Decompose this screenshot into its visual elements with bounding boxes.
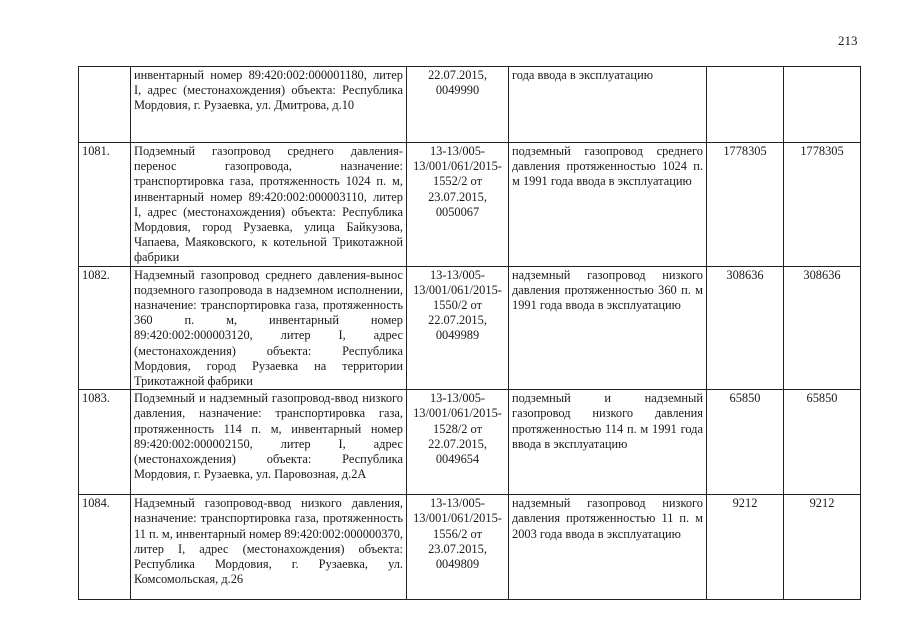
registration-record: 22.07.2015, 0049990 <box>407 67 509 143</box>
object-description: Подземный газопровод среднего давления-перенос газопровода, назначение: транспортировка газа, протяженность 1024 п. м, инвентарный номер 89:420:002:000003110, литер I, адрес (местонахождения) объекта: Республика Мордовия, город Рузаевка, улица Байкузова, Чапаева, Маяковского, к котельной Трикотажной фабрики <box>131 143 407 267</box>
table-row <box>79 266 861 390</box>
technical-characteristics: подземный и надземный газопровод низкого давления протяженностью 114 п. м 1991 года ввода в эксплуатацию <box>509 390 707 495</box>
object-description: Подземный и надземный газопровод-ввод низкого давления, назначение: транспортировка газа, протяженность 114 п. м, инвентарный номер 89:420:002:000002150, литер I, адрес (местонахождения) объекта: Республика Мордовия, г. Рузаевка, ул. Паровозная, д.2А <box>131 390 407 495</box>
object-description: Надземный газопровод среднего давления-вынос подземного газопровода в надземном исполнении, назначение: транспортировка газа, протяженность 360 п. м, инвентарный номер 89:420:002:000003120, литер I, адрес (местонахождения) объекта: Республика Мордовия, город Рузаевка на территории Трикотажной фабрики <box>131 266 407 390</box>
residual-value: 65850 <box>784 390 861 495</box>
residual-value: 308636 <box>784 266 861 390</box>
residual-value <box>784 67 861 143</box>
row-number: 1083. <box>79 390 131 495</box>
registration-record: 13-13/005-13/001/061/2015-1550/2 от 22.07.2015, 0049989 <box>407 266 509 390</box>
row-number: 1084. <box>79 495 131 600</box>
technical-characteristics: надземный газопровод низкого давления протяженностью 360 п. м 1991 года ввода в эксплуатацию <box>509 266 707 390</box>
table-row <box>79 495 861 600</box>
row-number <box>79 67 131 143</box>
object-description: инвентарный номер 89:420:002:000001180, литер I, адрес (местонахождения) объекта: Республика Мордовия, г. Рузаевка, ул. Дмитрова, д.10 <box>131 67 407 143</box>
residual-value: 9212 <box>784 495 861 600</box>
registration-record: 13-13/005-13/001/061/2015-1552/2 от 23.07.2015, 0050067 <box>407 143 509 267</box>
balance-value: 308636 <box>707 266 784 390</box>
registration-record: 13-13/005-13/001/061/2015-1556/2 от 23.07.2015, 0049809 <box>407 495 509 600</box>
table-row <box>79 67 861 143</box>
registration-record: 13-13/005-13/001/061/2015-1528/2 от 22.07.2015, 0049654 <box>407 390 509 495</box>
technical-characteristics: года ввода в эксплуатацию <box>509 67 707 143</box>
table-row <box>79 143 861 267</box>
page-number: 213 <box>838 33 858 48</box>
row-number: 1081. <box>79 143 131 267</box>
balance-value: 9212 <box>707 495 784 600</box>
technical-characteristics: надземный газопровод низкого давления протяженностью 11 п. м 2003 года ввода в эксплуатацию <box>509 495 707 600</box>
balance-value: 1778305 <box>707 143 784 267</box>
table-row <box>79 390 861 495</box>
property-registry-table <box>78 66 861 600</box>
row-number: 1082. <box>79 266 131 390</box>
residual-value: 1778305 <box>784 143 861 267</box>
object-description: Надземный газопровод-ввод низкого давления, назначение: транспортировка газа, протяженность 11 п. м, инвентарный номер 89:420:002:000000370, литер I, адрес (местонахождения) объекта: Республика Мордовия, г. Рузаевка, ул. Комсомольская, д.26 <box>131 495 407 600</box>
balance-value <box>707 67 784 143</box>
technical-characteristics: подземный газопровод среднего давления протяженностью 1024 п. м 1991 года ввода в эксплуатацию <box>509 143 707 267</box>
balance-value: 65850 <box>707 390 784 495</box>
